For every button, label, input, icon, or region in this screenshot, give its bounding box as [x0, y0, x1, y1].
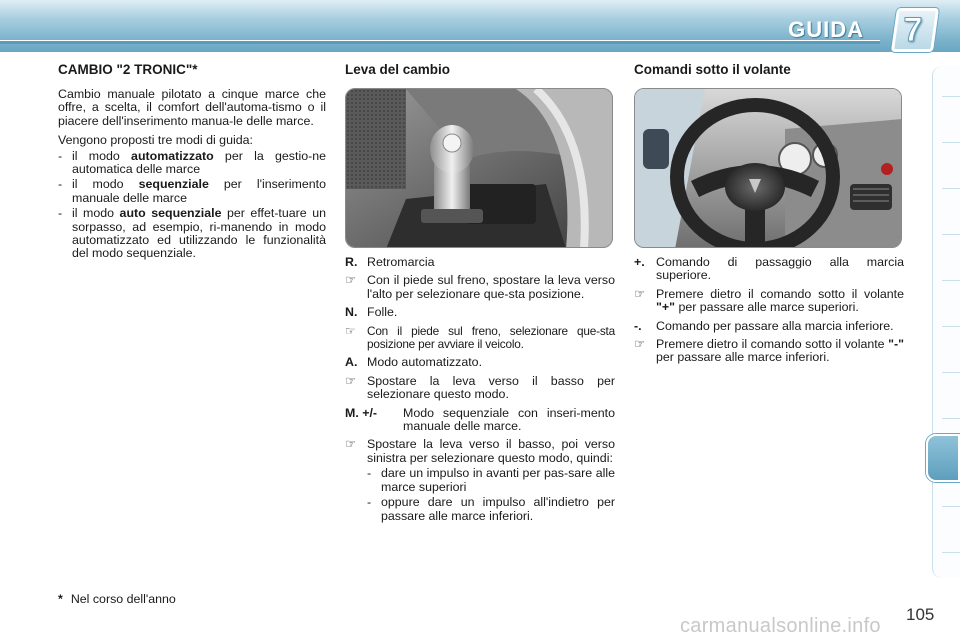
active-chapter-tab[interactable] [926, 434, 960, 482]
tab-divider [942, 234, 960, 235]
column-steering-controls [634, 62, 904, 370]
mode-item: - il modo auto sequenziale per effet-tuare un sorpasso, ad esempio, ri-manendo in modo automatizzato ed utilizzando le funzionalità del modo sequenziale. [58, 207, 326, 261]
tab-divider [942, 96, 960, 97]
gear-lever-heading: Leva del cambio [345, 62, 451, 77]
chapter-side-tabs [932, 66, 960, 578]
page-header [0, 0, 960, 52]
lever-instruction: ☞ Con il piede sul freno, selezionare que-sta posizione per avviare il veicolo. [345, 323, 615, 352]
steering-entry: +. Comando di passaggio alla marcia superiore. [634, 255, 904, 283]
lever-sub-item: - oppure dare un impulso all'indietro per passare alle marce inferiori. [345, 496, 615, 523]
site-watermark: carmanualsonline.info [680, 615, 881, 637]
gear-lever-photo [345, 88, 613, 248]
chapter-number: 7 [903, 11, 923, 49]
hand-pointer-icon: ☞ [345, 323, 356, 338]
page-number: 105 [906, 605, 935, 624]
lever-entry: A. Modo automatizzato. [345, 355, 483, 370]
steering-instruction: ☞ Premere dietro il comando sotto il volante "-" per passare alle marce inferiori. [634, 337, 904, 365]
footnote-mark: * [58, 592, 63, 606]
header-rule [0, 40, 880, 44]
tab-divider [942, 280, 960, 281]
gearbox-intro: Cambio manuale pilotato a cinque marce che offre, a scelta, il comfort dell'automa-tismo o il piacere dell'inserimento manua-le delle marce. [58, 87, 326, 128]
hand-pointer-icon: ☞ [634, 286, 646, 301]
mode-item: - il modo automatizzato per la gestio-ne automatica delle marce [58, 150, 326, 177]
footnote-text: Nel corso dell'anno [70, 592, 176, 606]
tab-divider [942, 418, 960, 419]
column-gearbox-intro [58, 62, 326, 263]
lever-instruction: ☞ Con il piede sul freno, spostare la leva verso l'alto per selezionare que-sta posizione. [345, 273, 615, 301]
gearbox-heading: CAMBIO "2 TRONIC"* [58, 62, 198, 77]
column-gear-lever [345, 62, 615, 525]
hand-pointer-icon: ☞ [345, 273, 357, 288]
mode-item: - il modo sequenziale per l'inserimento manuale delle marce [58, 178, 326, 205]
tab-divider [942, 552, 960, 553]
steering-entry: -. Comando per passare alla marcia inferiore. [634, 318, 894, 333]
tab-divider [942, 188, 960, 189]
modes-intro: Vengono proposti tre modi di guida: [58, 133, 253, 148]
tab-divider [942, 506, 960, 507]
tab-divider [942, 142, 960, 143]
section-title: GUIDA [788, 17, 864, 42]
steering-instruction: ☞ Premere dietro il comando sotto il volante "+" per passare alle marce superiori. [634, 286, 904, 315]
hand-pointer-icon: ☞ [345, 437, 357, 452]
tab-divider [942, 326, 960, 327]
footnote [58, 592, 176, 606]
lever-entry: N. Folle. [345, 305, 398, 320]
steering-controls-heading: Comandi sotto il volante [634, 62, 791, 77]
lever-instruction: ☞ Spostare la leva verso il basso, poi verso sinistra per selezionare questo modo, quindi: [345, 437, 615, 465]
hand-pointer-icon: ☞ [634, 337, 646, 352]
lever-entry: R. Retromarcia [345, 255, 435, 269]
lever-instruction: ☞ Spostare la leva verso il basso per selezionare questo modo. [345, 373, 615, 402]
steering-wheel-photo [634, 88, 902, 248]
lever-entry: M. +/- Modo sequenziale con inseri-mento manuale delle marce. [345, 405, 615, 434]
tab-divider [942, 372, 960, 373]
hand-pointer-icon: ☞ [345, 373, 357, 388]
lever-sub-item: - dare un impulso in avanti per pas-sare alle marce superiori [345, 467, 615, 494]
